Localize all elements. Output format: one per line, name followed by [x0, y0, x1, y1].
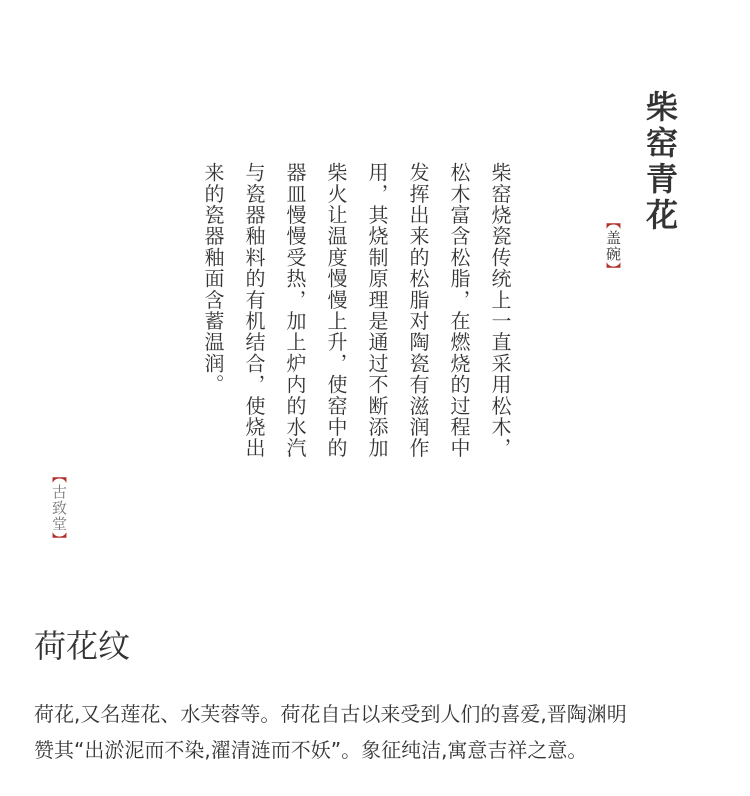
brand-text: 古致堂 — [50, 484, 68, 532]
description-column-2: 松木富含松脂，在燃烧的过程中 — [447, 162, 471, 459]
description-column-5: 柴火让温度慢慢上升，使窑中的 — [324, 162, 348, 459]
subtitle-bracket-close: 】 — [604, 262, 622, 278]
section-body-line-2: 赞其“出淤泥而不染,濯清涟而不妖”。象征纯洁,寓意吉祥之意。 — [34, 738, 588, 762]
brand-tag — [50, 468, 68, 548]
subtitle-bracket-open: 【 — [604, 214, 622, 230]
subtitle-text: 盖碗 — [604, 230, 622, 262]
description-column-1: 柴窑烧瓷传统上一直采用松木， — [488, 162, 512, 459]
description-column-8: 来的瓷器釉面含蓄温润。 — [201, 162, 225, 396]
description-column-3: 发挥出来的松脂对陶瓷有滋润作 — [406, 162, 430, 459]
page-title: 柴窑青花 — [641, 90, 679, 234]
brand-bracket-open: 【 — [50, 468, 68, 484]
description-column-6: 器皿慢慢受热，加上炉内的水汽 — [283, 162, 307, 459]
vertical-description — [199, 162, 529, 502]
brand-bracket-close: 】 — [50, 532, 68, 548]
section-heading: 荷花纹 — [34, 627, 131, 665]
section-body-line-1: 荷花,又名莲花、水芙蓉等。荷花自古以来受到人们的喜爱,晋陶渊明 — [34, 702, 627, 726]
section-body — [34, 696, 720, 768]
description-column-4: 用，其烧制原理是通过不断添加 — [365, 162, 389, 459]
description-column-7: 与瓷器釉料的有机结合，使烧出 — [242, 162, 266, 459]
subtitle-tag — [604, 214, 622, 278]
